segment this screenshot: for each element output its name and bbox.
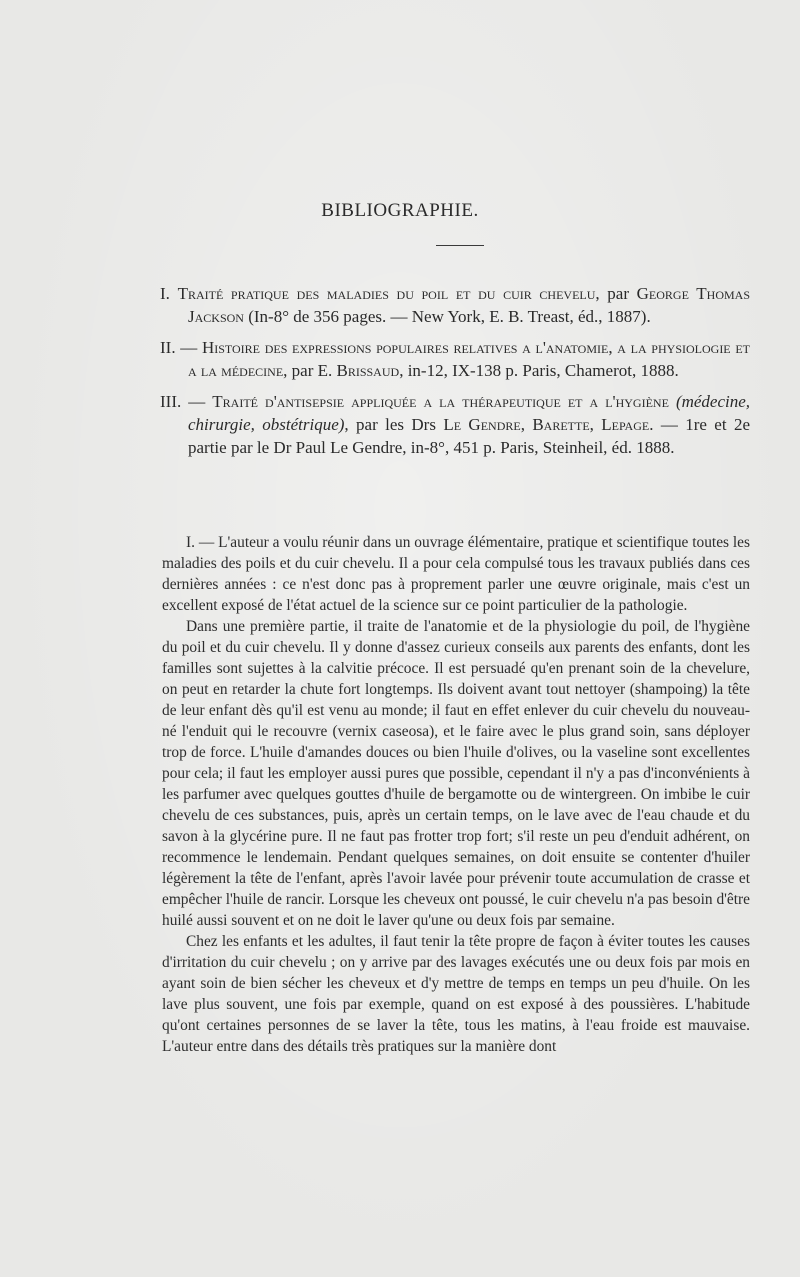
entry-subtitle: (médecine, chirurgie, obstétrique) xyxy=(188,392,751,434)
title-rule xyxy=(436,245,484,246)
bibliography-entry-1 xyxy=(160,282,750,328)
review-text xyxy=(162,532,750,1057)
entry-details: , in-12, IX-138 p. Paris, Chamerot, 1888. xyxy=(399,361,679,380)
entry-details: (In-8° de 356 pages. — New York, E. B. Treast, éd., 1887). xyxy=(243,307,651,326)
bibliography-entry-3 xyxy=(160,390,750,459)
entry-details: . — 1re et 2e partie par le Dr Paul Le Gendre, in-8°, 451 p. Paris, Steinheil, éd. 1888. xyxy=(188,415,750,457)
bibliography-list xyxy=(160,282,750,467)
entry-number: III. — xyxy=(160,392,206,411)
entry-title: Traité pratique des maladies du poil et du cuir chevelu xyxy=(177,284,596,303)
bibliography-entry-2 xyxy=(160,336,750,382)
entry-number: I. xyxy=(160,284,170,303)
entry-title: Traité d'antisepsie appliquée a la thérapeutique et a l'hygiène xyxy=(212,392,669,411)
entry-by: , par xyxy=(595,284,637,303)
entry-author: George Thomas Jackson xyxy=(188,284,750,326)
entry-by: , par E. xyxy=(283,361,337,380)
paragraph: Chez les enfants et les adultes, il faut tenir la tête propre de façon à éviter toutes les causes d'irritation du cuir chevelu ; on y arrive par des lavages exécutés une ou deux fois par mois en ayant soin de bien sécher les cheveux et d'y mettre de temps en temps un peu d'huile. On les lave plus souvent, une fois par exemple, quand on est exposé à des poussières. L'habitude qu'ont certaines personnes de se laver la tête, tous les matins, à l'eau froide est mauvaise. L'auteur entre dans des détails très pratiques sur la manière dont xyxy=(162,933,750,1055)
entry-author: Le Gendre, Barette, Lepage xyxy=(443,415,650,434)
entry-number: II. — xyxy=(160,338,198,357)
entry-by: , par les Drs xyxy=(344,415,444,434)
paragraph: Dans une première partie, il traite de l'anatomie et de la physiologie du poil, de l'hygiène du poil et du cuir chevelu. Il y donne d'assez curieux conseils aux parents des enfants, dont les familles sont sujettes à la calvitie précoce. Il est persuadé qu'en prenant soin de la chevelure, on peut en retarder la chute fort longtemps. Ils doivent avant tout nettoyer (shampoing) la tête de leur enfant dès qu'il est venu au monde; il faut en effet enlever du cuir chevelu du nouveau-né l'enduit qui le recouvre (vernix caseosa), et le faire avec le plus grand soin, sans déployer trop de force. L'huile d'amandes douces ou bien l'huile d'olives, ou la vaseline sont excellentes pour cela; il faut les employer aussi pures que possible, cependant il n'y a pas d'inconvénients à les parfumer avec quelques gouttes d'huile de bergamotte ou de wintergreen. On imbibe le cuir chevelu de ces substances, puis, après un certain temps, on le lave avec de l'eau chaude et du savon à la glycérine pure. Il ne faut pas frotter trop fort; s'il reste un peu d'enduit adhérent, on recommence le lendemain. Pendant quelques semaines, on doit ensuite se contenter d'huiler légèrement la tête de l'enfant, après l'avoir lavée pour prévenir toute accumulation de crasse et empêcher l'huile de rancir. Lorsque les cheveux ont poussé, le cuir chevelu n'a pas besoin d'être huilé aussi souvent et on ne doit le laver qu'une ou deux fois par semaine. xyxy=(162,618,750,929)
paragraph: I. — L'auteur a voulu réunir dans un ouvrage élémentaire, pratique et scientifique toutes les maladies des poils et du cuir chevelu. Il a pour cela compulsé tous les travaux publiés dans ces dernières années : ce n'est donc pas à proprement parler une œuvre originale, mais c'est un excellent exposé de l'état actuel de la science sur ce point particulier de la pathologie. xyxy=(162,534,750,614)
page-title: BIBLIOGRAPHIE. xyxy=(321,200,479,221)
entry-title: Histoire des expressions populaires relatives a l'anatomie, a la physiologie et a la médecine xyxy=(188,338,750,380)
entry-author: Brissaud xyxy=(336,361,400,380)
